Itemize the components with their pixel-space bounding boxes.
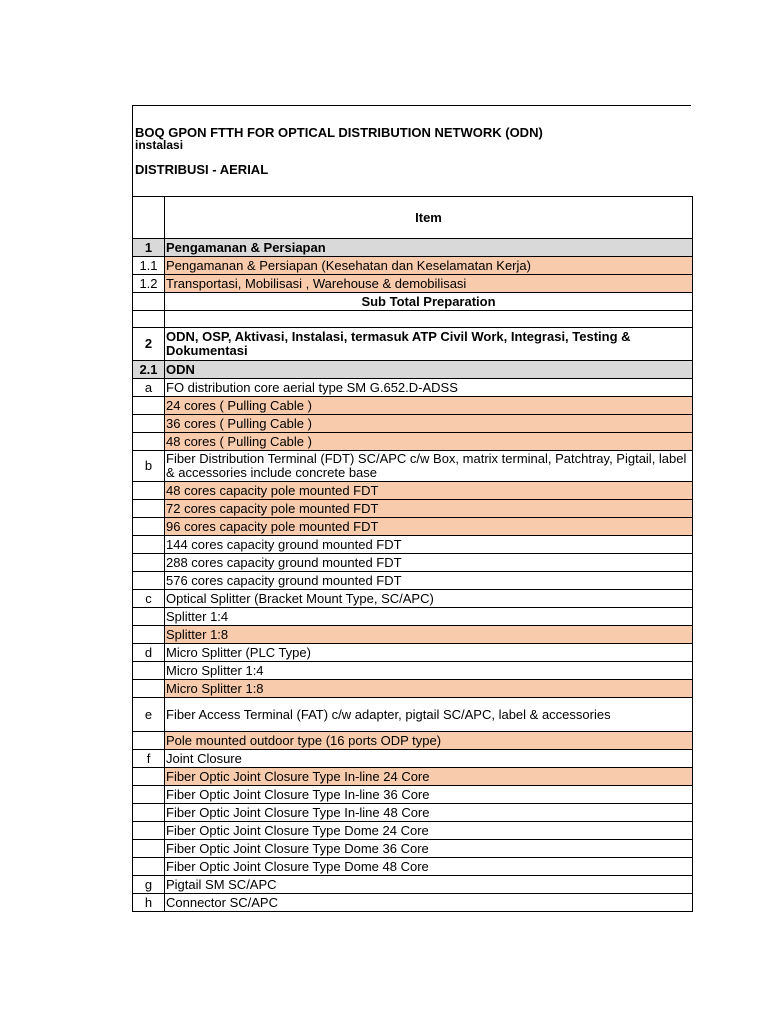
row-description-cell: Micro Splitter 1:4 — [165, 662, 693, 680]
table-row — [133, 328, 693, 361]
row-number-cell: d — [133, 644, 165, 662]
row-number-cell: 2 — [133, 328, 165, 361]
row-number-cell — [133, 500, 165, 518]
row-description-cell: Pole mounted outdoor type (16 ports ODP type) — [165, 732, 693, 750]
table-row — [133, 379, 693, 397]
document-title: BOQ GPON FTTH FOR OPTICAL DISTRIBUTION NETWORK (ODN) — [135, 125, 543, 140]
table-row — [133, 554, 693, 572]
row-description-cell: Micro Splitter 1:8 — [165, 680, 693, 698]
table-row — [133, 257, 693, 275]
row-description-cell: ODN — [165, 361, 693, 379]
row-description-cell: 36 cores ( Pulling Cable ) — [165, 415, 693, 433]
table-row — [133, 680, 693, 698]
row-description-cell: 24 cores ( Pulling Cable ) — [165, 397, 693, 415]
table-row — [133, 275, 693, 293]
row-description-cell: Sub Total Preparation — [165, 293, 693, 311]
row-number-cell — [133, 608, 165, 626]
row-description-cell: Fiber Distribution Terminal (FDT) SC/APC c/w Box, matrix terminal, Patchtray, Pigtail, label & accessories include concrete base — [165, 451, 693, 482]
row-number-cell — [133, 804, 165, 822]
row-number-cell — [133, 858, 165, 876]
row-description-cell: Fiber Access Terminal (FAT) c/w adapter, pigtail SC/APC, label & accessories — [165, 698, 693, 732]
row-number-cell — [133, 626, 165, 644]
row-description-cell: Pengamanan & Persiapan — [165, 239, 693, 257]
row-description-cell: 48 cores ( Pulling Cable ) — [165, 433, 693, 451]
row-description-cell: ODN, OSP, Aktivasi, Instalasi, termasuk ATP Civil Work, Integrasi, Testing & Dokumentasi — [165, 328, 693, 361]
table-row — [133, 451, 693, 482]
table-row — [133, 768, 693, 786]
row-description-cell: Fiber Optic Joint Closure Type In-line 36 Core — [165, 786, 693, 804]
row-number-cell — [133, 768, 165, 786]
table-row — [133, 804, 693, 822]
header-item-cell: Item — [165, 197, 693, 239]
row-number-cell — [133, 311, 165, 328]
table-row — [133, 572, 693, 590]
clipped-label: instalasi — [135, 138, 184, 152]
row-number-cell — [133, 415, 165, 433]
table-row — [133, 361, 693, 379]
row-description-cell: FO distribution core aerial type SM G.652.D-ADSS — [165, 379, 693, 397]
table-row — [133, 239, 693, 257]
row-number-cell: e — [133, 698, 165, 732]
row-number-cell — [133, 662, 165, 680]
row-number-cell: a — [133, 379, 165, 397]
header-no-cell — [133, 197, 165, 239]
table-row — [133, 536, 693, 554]
table-row — [133, 433, 693, 451]
row-description-cell: 48 cores capacity pole mounted FDT — [165, 482, 693, 500]
table-header-row — [133, 197, 693, 239]
row-description-cell: Fiber Optic Joint Closure Type Dome 36 Core — [165, 840, 693, 858]
row-number-cell — [133, 786, 165, 804]
table-row — [133, 518, 693, 536]
row-number-cell — [133, 732, 165, 750]
row-description-cell: Pengamanan & Persiapan (Kesehatan dan Keselamatan Kerja) — [165, 257, 693, 275]
table-row — [133, 876, 693, 894]
table-row — [133, 482, 693, 500]
table-row — [133, 500, 693, 518]
row-description-cell: Fiber Optic Joint Closure Type In-line 48 Core — [165, 804, 693, 822]
row-description-cell: Transportasi, Mobilisasi , Warehouse & demobilisasi — [165, 275, 693, 293]
row-number-cell — [133, 572, 165, 590]
table-row — [133, 732, 693, 750]
table-row — [133, 397, 693, 415]
table-row — [133, 858, 693, 876]
row-number-cell — [133, 433, 165, 451]
row-description-cell: Splitter 1:4 — [165, 608, 693, 626]
header-frame — [132, 105, 691, 196]
row-number-cell: b — [133, 451, 165, 482]
row-description-cell: Connector SC/APC — [165, 894, 693, 912]
section-title: DISTRIBUSI - AERIAL — [135, 162, 269, 177]
row-number-cell: 1 — [133, 239, 165, 257]
row-number-cell: c — [133, 590, 165, 608]
row-description-cell: Fiber Optic Joint Closure Type Dome 24 Core — [165, 822, 693, 840]
table-row — [133, 750, 693, 768]
row-description-cell: Fiber Optic Joint Closure Type Dome 48 Core — [165, 858, 693, 876]
row-number-cell: 1.1 — [133, 257, 165, 275]
row-number-cell: h — [133, 894, 165, 912]
row-number-cell — [133, 397, 165, 415]
table-row — [133, 644, 693, 662]
row-description-cell: Fiber Optic Joint Closure Type In-line 24 Core — [165, 768, 693, 786]
table-row — [133, 590, 693, 608]
row-number-cell — [133, 293, 165, 311]
table-row — [133, 415, 693, 433]
row-description-cell: Micro Splitter (PLC Type) — [165, 644, 693, 662]
row-description-cell: 72 cores capacity pole mounted FDT — [165, 500, 693, 518]
table-row — [133, 626, 693, 644]
row-number-cell — [133, 518, 165, 536]
table-row — [133, 293, 693, 311]
row-number-cell — [133, 680, 165, 698]
row-description-cell: Splitter 1:8 — [165, 626, 693, 644]
row-description-cell: 96 cores capacity pole mounted FDT — [165, 518, 693, 536]
table-row — [133, 894, 693, 912]
table-row — [133, 662, 693, 680]
row-number-cell — [133, 840, 165, 858]
row-description-cell: 288 cores capacity ground mounted FDT — [165, 554, 693, 572]
table-row — [133, 608, 693, 626]
row-description-cell — [165, 311, 693, 328]
row-number-cell: 2.1 — [133, 361, 165, 379]
row-description-cell: Joint Closure — [165, 750, 693, 768]
table-row — [133, 840, 693, 858]
table-row — [133, 822, 693, 840]
row-description-cell: 144 cores capacity ground mounted FDT — [165, 536, 693, 554]
table-row — [133, 698, 693, 732]
row-number-cell: f — [133, 750, 165, 768]
row-number-cell: g — [133, 876, 165, 894]
row-number-cell — [133, 482, 165, 500]
row-description-cell: Pigtail SM SC/APC — [165, 876, 693, 894]
row-number-cell — [133, 536, 165, 554]
row-description-cell: Optical Splitter (Bracket Mount Type, SC/APC) — [165, 590, 693, 608]
row-number-cell: 1.2 — [133, 275, 165, 293]
row-number-cell — [133, 822, 165, 840]
table-row — [133, 786, 693, 804]
boq-table — [132, 196, 693, 912]
table-row — [133, 311, 693, 328]
row-description-cell: 576 cores capacity ground mounted FDT — [165, 572, 693, 590]
row-number-cell — [133, 554, 165, 572]
